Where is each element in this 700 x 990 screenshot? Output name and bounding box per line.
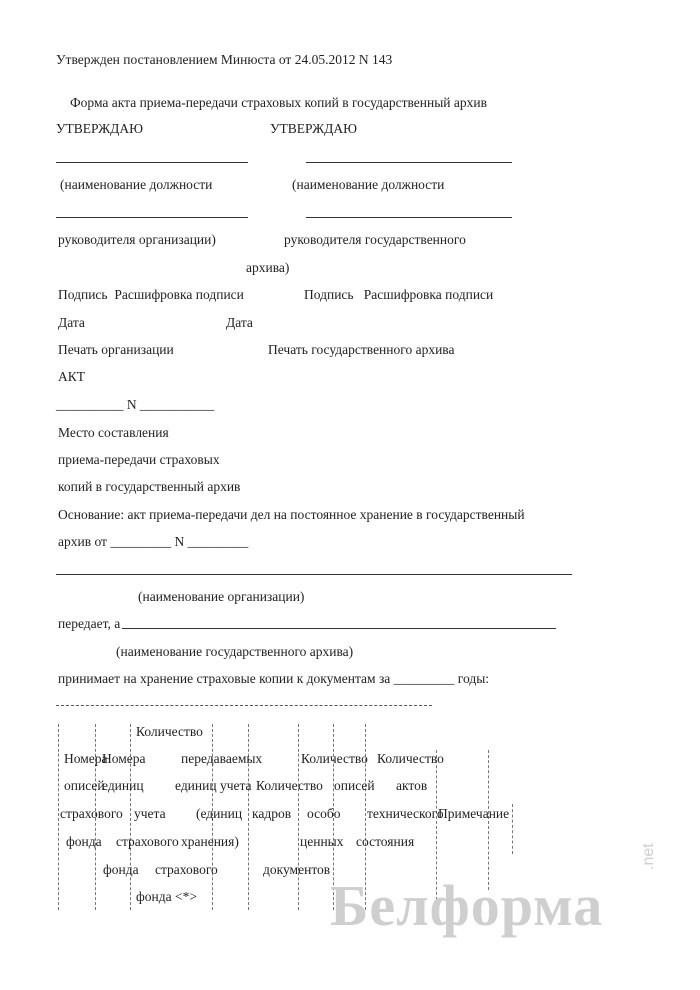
right-position-caption-2: руководителя государственного [284, 232, 466, 247]
table-cell: Примечание [438, 806, 510, 821]
right-position-line-2 [306, 217, 512, 218]
table-cell: единиц [102, 778, 144, 793]
accepts-text: принимает на хранение страховые копии к документам за _________ годы: [58, 671, 490, 686]
table-cell: документов [263, 862, 331, 877]
table-top-border [56, 705, 432, 706]
watermark-suffix: .net [640, 843, 657, 870]
table-cell: Количество [377, 751, 444, 766]
table-cell: технического [367, 806, 444, 821]
table-cell: единиц учета [175, 778, 252, 793]
form-title: Форма акта приема-передачи страховых копий в государственный архив [70, 95, 487, 110]
table-cell: состояния [356, 834, 415, 849]
left-position-caption-1: (наименование должности [60, 177, 213, 192]
left-date-caption: Дата [58, 315, 85, 330]
table-cell: особо [307, 806, 341, 821]
table-cell: страхового [60, 806, 123, 821]
table-cell: описей [334, 778, 375, 793]
table-cell: Количество [256, 778, 323, 793]
archive-caption: (наименование государственного архива) [116, 644, 354, 659]
right-seal-caption: Печать государственного архива [268, 342, 455, 357]
left-position-line-2 [56, 217, 248, 218]
right-signature-caption: Подпись Расшифровка подписи [304, 287, 494, 302]
table-cell: актов [396, 778, 428, 793]
right-date-caption: Дата [226, 315, 253, 330]
right-position-line [306, 162, 512, 163]
act-basis-1: Основание: акт приема-передачи дел на постоянное хранение в государственный [58, 507, 525, 522]
act-place-3: копий в государственный архив [58, 479, 241, 494]
right-position-caption-3: архива) [246, 260, 290, 275]
table-col-border-6 [298, 724, 299, 910]
act-place-2: приема-передачи страховых [58, 452, 220, 467]
table-cell: страхового [116, 834, 179, 849]
left-signature-caption: Подпись Расшифровка подписи [58, 287, 244, 302]
table-cell: передаваемых [181, 751, 263, 766]
table-cell: учета [134, 806, 166, 821]
organization-line [56, 574, 572, 575]
left-position-caption-2: руководителя организации) [58, 232, 216, 247]
table-cell: (единиц [196, 806, 243, 821]
table-cell: Количество [301, 751, 368, 766]
left-seal-caption: Печать организации [58, 342, 174, 357]
table-cell: хранения) [181, 834, 239, 849]
act-title: АКТ [58, 369, 85, 384]
table-col-border-1 [58, 724, 59, 910]
left-position-line [56, 162, 248, 163]
approve-left-title: УТВЕРЖДАЮ [56, 121, 144, 136]
table-cell: фонда [103, 862, 139, 877]
table-cell: страхового [155, 862, 218, 877]
act-basis-2: архив от _________ N _________ [58, 534, 249, 549]
table-cell: Количество [136, 724, 203, 739]
table-col-border-11 [512, 804, 513, 854]
approve-right-title: УТВЕРЖДАЮ [270, 121, 358, 136]
table-cell: кадров [252, 806, 292, 821]
table-cell: Номера [64, 751, 108, 766]
table-cell: фонда <*> [136, 889, 197, 904]
act-place-1: Место составления [58, 425, 169, 440]
approval-note: Утвержден постановлением Минюста от 24.05.2012 N 143 [56, 52, 393, 67]
table-cell: Номера [102, 751, 146, 766]
archive-line [122, 628, 556, 629]
table-cell: ценных [300, 834, 344, 849]
table-cell: описей [64, 778, 105, 793]
watermark-logo: Белформа [330, 873, 604, 938]
act-number-line: __________ N ___________ [56, 397, 215, 412]
table-cell: фонда [66, 834, 102, 849]
transfers-text: передает, а [58, 616, 121, 631]
organization-caption: (наименование организации) [138, 589, 305, 604]
right-position-caption-1: (наименование должности [292, 177, 445, 192]
